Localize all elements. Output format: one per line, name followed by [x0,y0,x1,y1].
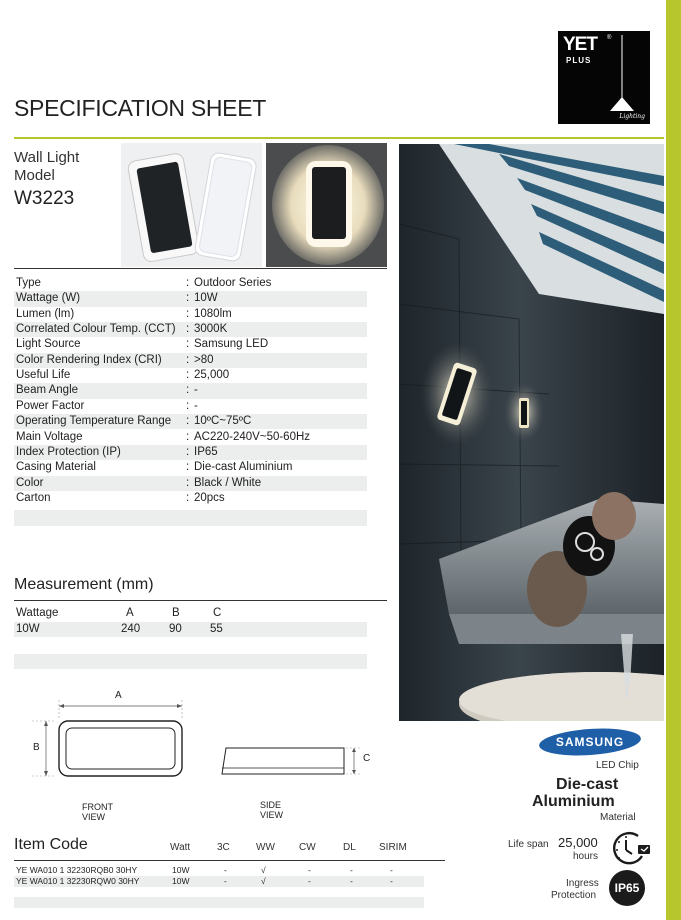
logo-brand-text: Lighting [619,113,645,120]
ip-rating-badge: IP65 [609,870,645,906]
spec-separator: : [186,399,190,412]
accent-bar [666,0,681,920]
spec-value: 25,000 [194,369,230,382]
item-code-cell-watt: 10W [172,876,190,886]
spec-separator: : [186,353,190,366]
ingress-label-line1: Ingress [566,878,599,889]
item-code-cell-cw: - [308,865,311,875]
item-code-row [14,876,424,887]
item-code-cell-c3: - [224,865,227,875]
spec-key: Color [16,476,44,489]
lifestyle-photo [399,144,664,721]
front-view-label: FRONT VIEW [82,802,113,822]
spec-row [14,445,367,460]
item-code-cell-cw: - [308,876,311,886]
measurement-cell: 10W [16,623,40,635]
samsung-logo [538,728,642,756]
spec-row [14,460,367,475]
item-code-cell-ww: √ [261,865,266,875]
spec-row [14,353,367,368]
item-code-cell-dl: - [350,876,353,886]
measurement-divider [14,600,387,601]
life-span-unit: hours [573,851,599,862]
spec-separator: : [186,307,190,320]
spec-key: Type [16,277,41,289]
spec-value: 3000K [194,323,228,336]
spec-row [14,307,367,322]
spec-value: AC220-240V~50-60Hz [194,430,311,443]
spec-value: >80 [194,353,214,366]
spec-value: Samsung LED [194,338,269,351]
spec-empty-row [14,510,367,525]
item-code-cell-dl: - [350,865,353,875]
spec-value: Black / White [194,476,262,489]
life-span-value: 25,000 [558,835,598,850]
dimension-drawing [14,688,384,828]
measurement-header-wattage: Wattage [16,607,59,619]
spec-value: 1080lm [194,307,232,320]
spec-value: - [194,399,198,412]
diecast-title-line2: Aluminium [532,793,615,810]
item-code-cell-code: YE WA010 1 32230RQW0 30HY [16,876,140,886]
spec-value: 20pcs [194,491,225,504]
spec-value: 10ºC~75ºC [194,415,252,428]
spec-separator: : [186,277,190,289]
spec-key: Lumen (lm) [16,307,75,320]
spec-value: Outdoor Series [194,277,272,289]
spec-separator: : [186,384,190,397]
title-divider [14,137,664,139]
item-code-row [14,865,424,876]
spec-row [14,291,367,306]
item-header-dl: DL [343,842,356,853]
spec-separator: : [186,445,190,458]
item-header-cw: CW [299,842,316,853]
spec-divider [14,268,387,269]
measurement-header-c: C [213,607,222,619]
item-code-title: Item Code [14,836,88,853]
item-code-cell-sirim: - [390,876,393,886]
samsung-text: SAMSUNG [555,735,625,749]
spec-key: Color Rendering Index (CRI) [16,353,162,366]
spec-value: IP65 [194,445,218,458]
life-span-label: Life span [508,839,549,850]
spec-row [14,383,367,398]
dimension-label-b: B [33,742,40,753]
ingress-label-line2: Protection [551,890,597,901]
spec-key: Useful Life [16,369,71,382]
spec-key: Operating Temperature Range [16,415,172,428]
measurement-header-a: A [126,607,134,619]
spec-row [14,430,367,445]
spec-value: 10W [194,292,218,305]
item-code-cell-code: YE WA010 1 32230RQB0 30HY [16,865,138,875]
model-label: Model [14,167,55,184]
measurement-header-row [14,606,367,621]
diecast-title-line1: Die-cast [556,776,619,793]
logo-text: YET [563,34,597,55]
spec-separator: : [186,292,190,305]
spec-key: Main Voltage [16,430,83,443]
spec-row [14,368,367,383]
item-code-cell-ww: √ [261,876,266,886]
spec-key: Power Factor [16,399,85,412]
spec-key: Light Source [16,338,81,351]
measurement-cell: 240 [121,623,141,635]
spec-key: Wattage (W) [16,292,81,305]
side-view-label: SIDE VIEW [260,800,284,820]
spec-row [14,491,367,506]
measurement-title: Measurement (mm) [14,576,154,593]
spec-row [14,276,367,291]
spec-key: Carton [16,491,51,504]
item-header-sirim: SIRIM [379,842,407,853]
measurement-empty-row [14,638,367,653]
led-chip-label: LED Chip [596,760,639,771]
product-model: W3223 [14,188,75,209]
item-code-divider [14,860,445,861]
product-category [14,149,79,185]
dimension-label-c: C [363,753,371,764]
spec-value: Die-cast Aluminium [194,461,293,474]
spec-key: Index Protection (IP) [16,445,121,458]
item-header-ww: WW [256,842,275,853]
spec-row [14,476,367,491]
spec-row [14,414,367,429]
measurement-cell: 90 [169,623,182,635]
spec-value: - [194,384,198,397]
measurement-cell: 55 [210,623,223,635]
spec-separator: : [186,323,190,336]
item-code-empty-row [14,897,424,908]
spec-key: Beam Angle [16,384,79,397]
clock-icon [608,830,652,873]
spec-separator: : [186,430,190,443]
brand-logo [558,31,650,124]
item-code-cell-sirim: - [390,865,393,875]
spec-separator: : [186,491,190,504]
measurement-row [14,622,367,637]
spec-separator: : [186,461,190,474]
logo-registered-mark: ® [607,35,612,41]
spec-separator: : [186,415,190,428]
measurement-empty-row [14,654,367,669]
spec-separator: : [186,476,190,489]
dimension-label-a: A [115,690,122,701]
product-category-text: Wall Light [14,149,80,166]
item-header-watt: Watt [170,842,191,853]
logo-subtext: PLUS [566,56,592,65]
spec-row [14,337,367,352]
material-label: Material [600,812,636,823]
spec-row [14,322,367,337]
product-photo-front [121,143,262,267]
spec-separator: : [186,338,190,351]
item-header-3c: 3C [217,842,230,853]
spec-key: Correlated Colour Temp. (CCT) [16,323,176,336]
measurement-header-b: B [172,607,180,619]
page-title: SPECIFICATION SHEET [14,95,267,121]
spec-row [14,399,367,414]
spec-separator: : [186,369,190,382]
product-photo-lit [266,143,387,267]
spec-key: Casing Material [16,461,96,474]
item-code-cell-c3: - [224,876,227,886]
item-code-cell-watt: 10W [172,865,190,875]
